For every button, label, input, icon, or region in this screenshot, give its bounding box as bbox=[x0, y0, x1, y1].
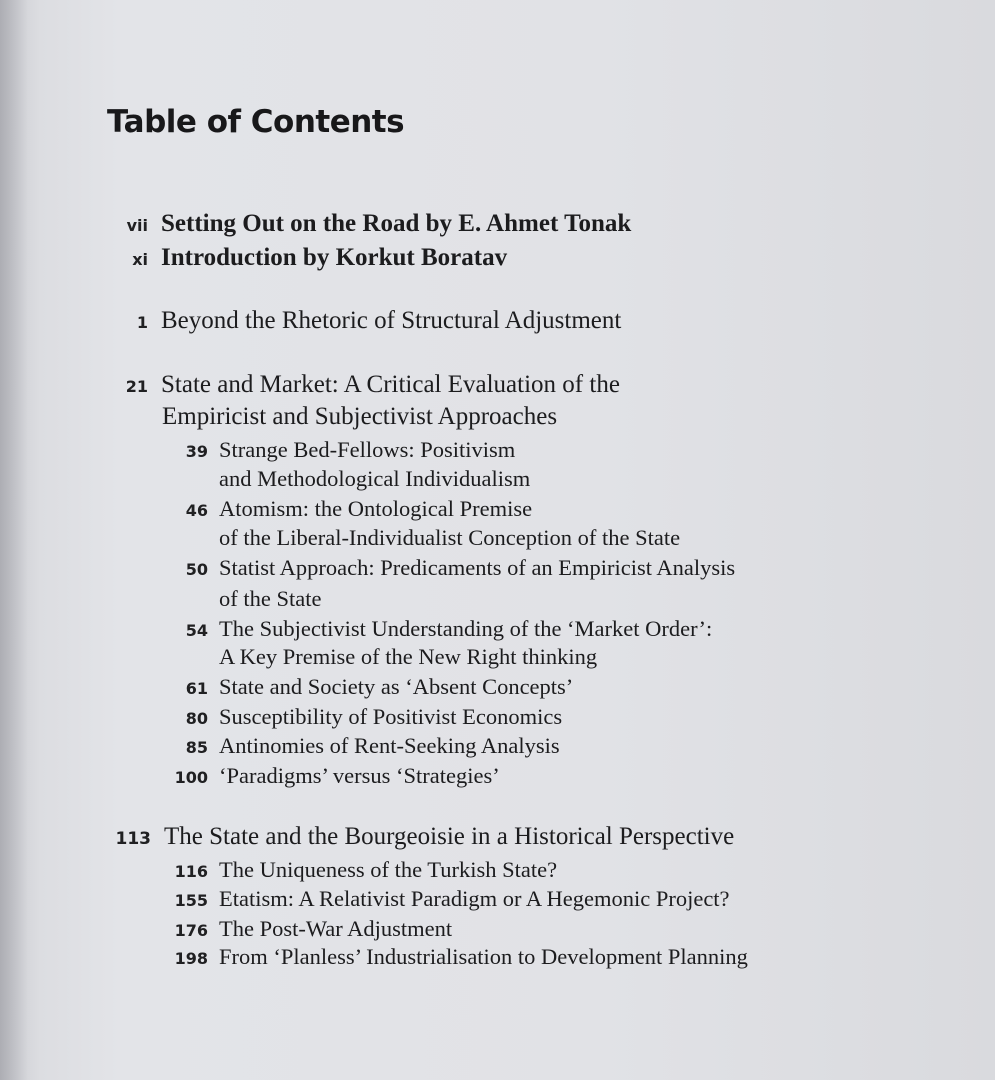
page-number: 61 bbox=[185, 679, 208, 698]
toc-section bbox=[100, 674, 573, 700]
chapter-title: Beyond the Rhetoric of Structural Adjustment bbox=[161, 307, 622, 334]
chapter-title: The State and the Bourgeoisie in a Historical Perspective bbox=[164, 823, 735, 850]
toc-section bbox=[100, 704, 562, 730]
page-number: 54 bbox=[185, 621, 208, 640]
page-title: Table of Contents bbox=[107, 104, 405, 140]
section-title: Antinomies of Rent-Seeking Analysis bbox=[219, 733, 560, 758]
toc-section bbox=[100, 916, 452, 942]
page-number: 39 bbox=[185, 442, 208, 461]
page-number: xi bbox=[132, 250, 148, 269]
section-title-cont: of the Liberal-Individualist Conception of the State bbox=[219, 525, 681, 550]
section-title: The Subjectivist Understanding of the ‘Market Order’: bbox=[219, 616, 713, 641]
page-number: 80 bbox=[185, 709, 208, 728]
toc-entry-front-1 bbox=[100, 210, 631, 238]
page-number: vii bbox=[126, 216, 148, 235]
section-title: The Uniqueness of the Turkish State? bbox=[219, 857, 558, 882]
entry-title: Setting Out on the Road by E. Ahmet Tonak bbox=[161, 210, 632, 237]
page-number: 155 bbox=[174, 891, 208, 910]
chapter-title-line2: Empiricist and Subjectivist Approaches bbox=[162, 403, 558, 430]
page-number: 50 bbox=[185, 560, 208, 579]
section-title-cont: A Key Premise of the New Right thinking bbox=[219, 644, 598, 669]
toc-entry-front-2 bbox=[100, 244, 507, 272]
section-title: Susceptibility of Positivist Economics bbox=[219, 704, 563, 729]
section-title: Statist Approach: Predicaments of an Empiricist Analysis bbox=[219, 555, 736, 580]
binding-shadow bbox=[0, 0, 28, 1080]
page-number: 100 bbox=[174, 768, 208, 787]
page-number: 46 bbox=[185, 501, 208, 520]
toc-chapter-1 bbox=[100, 307, 621, 335]
toc-section bbox=[100, 944, 748, 970]
toc-chapter-2 bbox=[100, 371, 620, 399]
toc-section bbox=[100, 555, 735, 581]
toc-section bbox=[100, 886, 730, 912]
section-title-cont: of the State bbox=[219, 586, 322, 611]
toc-section bbox=[100, 763, 500, 789]
toc-chapter-3 bbox=[103, 823, 734, 851]
toc-section bbox=[100, 437, 515, 463]
toc-section bbox=[100, 733, 560, 759]
page-number: 113 bbox=[115, 829, 151, 849]
section-title: Atomism: the Ontological Premise bbox=[219, 496, 533, 521]
page-number: 85 bbox=[185, 738, 208, 757]
entry-title: Introduction by Korkut Boratav bbox=[161, 244, 508, 271]
page-number: 1 bbox=[136, 313, 148, 332]
page-number: 198 bbox=[174, 949, 208, 968]
page-number: 176 bbox=[174, 921, 208, 940]
toc-section bbox=[100, 857, 557, 883]
toc-section bbox=[100, 496, 532, 522]
section-title-cont: and Methodological Individualism bbox=[219, 466, 531, 491]
page-number: 116 bbox=[174, 862, 208, 881]
section-title: Strange Bed-Fellows: Positivism bbox=[219, 437, 516, 462]
chapter-title-line1: State and Market: A Critical Evaluation of the bbox=[161, 371, 620, 398]
page-number: 21 bbox=[125, 377, 148, 396]
section-title: The Post-War Adjustment bbox=[219, 916, 453, 941]
section-title: From ‘Planless’ Industrialisation to Development Planning bbox=[219, 944, 748, 969]
toc-section bbox=[100, 616, 712, 642]
section-title: State and Society as ‘Absent Concepts’ bbox=[219, 674, 574, 699]
section-title: Etatism: A Relativist Paradigm or A Hegemonic Project? bbox=[219, 886, 730, 911]
section-title: ‘Paradigms’ versus ‘Strategies’ bbox=[219, 763, 500, 788]
